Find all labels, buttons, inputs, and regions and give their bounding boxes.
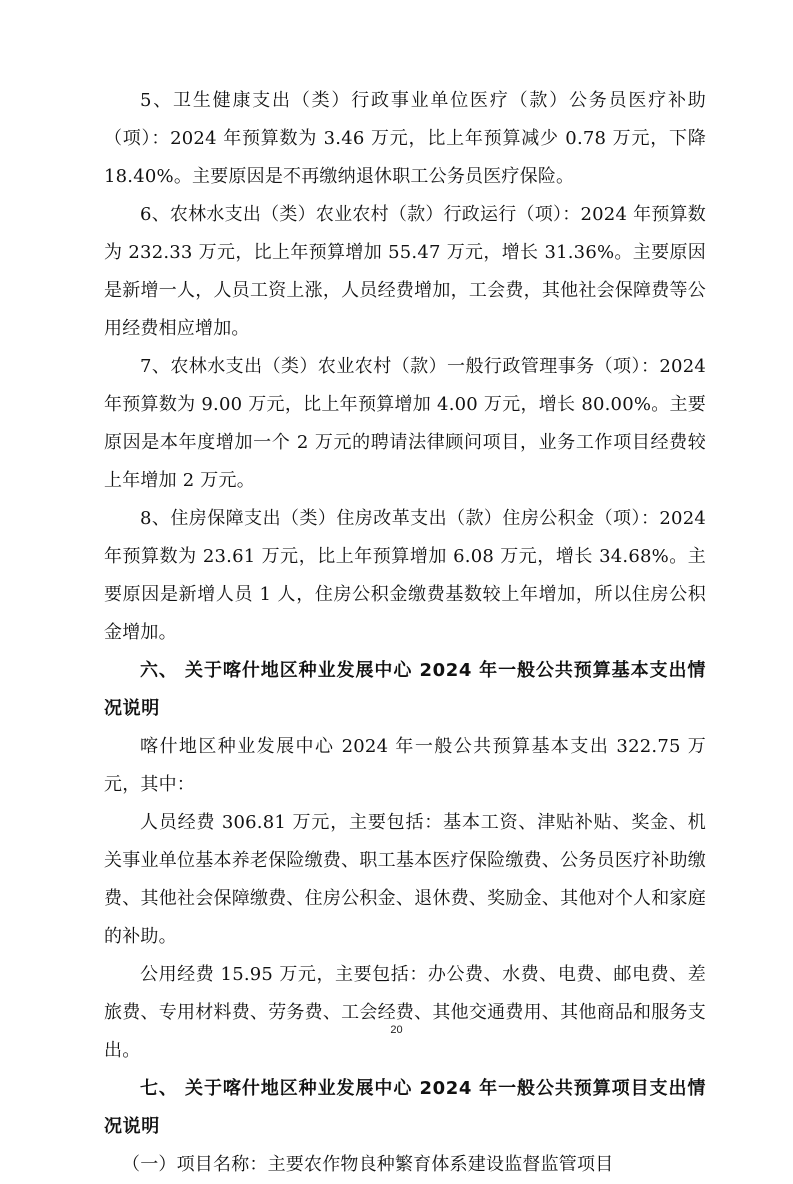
section-seven-heading: 七、 关于喀什地区种业发展中心 2024 年一般公共预算项目支出情况说明 [104, 1078, 706, 1137]
section-six-personnel-cost: 人员经费 306.81 万元，主要包括：基本工资、津贴补贴、奖金、机关事业单位基本养老保险缴费、职工基本医疗保险缴费、公务员医疗补助缴费、其他社会保障缴费、住房公积金、退休费、奖励金、其他对个人和家庭的补助。 [104, 812, 706, 947]
paragraph-health-expense: 5、卫生健康支出（类）行政事业单位医疗（款）公务员医疗补助（项）：2024 年预算数为 3.46 万元，比上年预算减少 0.78 万元，下降 18.40%。主要原因是不再缴纳退休职工公务员医疗保险。 [104, 90, 706, 187]
section-six-public-cost: 公用经费 15.95 万元，主要包括：办公费、水费、电费、邮电费、差旅费、专用材料费、劳务费、工会经费、其他交通费用、其他商品和服务支出。 [104, 964, 706, 1061]
paragraph-agriculture-admin: 7、农林水支出（类）农业农村（款）一般行政管理事务（项）：2024 年预算数为 9.00 万元，比上年预算增加 4.00 万元，增长 80.00%。主要原因是本年度增加一个 2 万元的聘请法律顾问项目，业务工作项目经费较上年增加 2 万元。 [104, 356, 706, 491]
paragraph-housing-fund: 8、住房保障支出（类）住房改革支出（款）住房公积金（项）：2024 年预算数为 23.61 万元，比上年预算增加 6.08 万元，增长 34.68%。主要原因是新增人员 1 人，住房公积金缴费基数较上年增加，所以住房公积金增加。 [104, 508, 706, 643]
section-six-heading: 六、 关于喀什地区种业发展中心 2024 年一般公共预算基本支出情况说明 [104, 660, 706, 719]
section-six-summary: 喀什地区种业发展中心 2024 年一般公共预算基本支出 322.75 万元，其中： [104, 736, 706, 795]
project-name: （一）项目名称：主要农作物良种繁育体系建设监督监管项目 [122, 1154, 614, 1175]
page-number: 20 [390, 1024, 403, 1036]
paragraph-agriculture-operation: 6、农林水支出（类）农业农村（款）行政运行（项）：2024 年预算数为 232.33 万元，比上年预算增加 55.47 万元，增长 31.36%。主要原因是新增一人，人员工资上涨，人员经费增加，工会费，其他社会保障费等公用经费相应增加。 [104, 204, 706, 339]
page-body [104, 82, 706, 1184]
